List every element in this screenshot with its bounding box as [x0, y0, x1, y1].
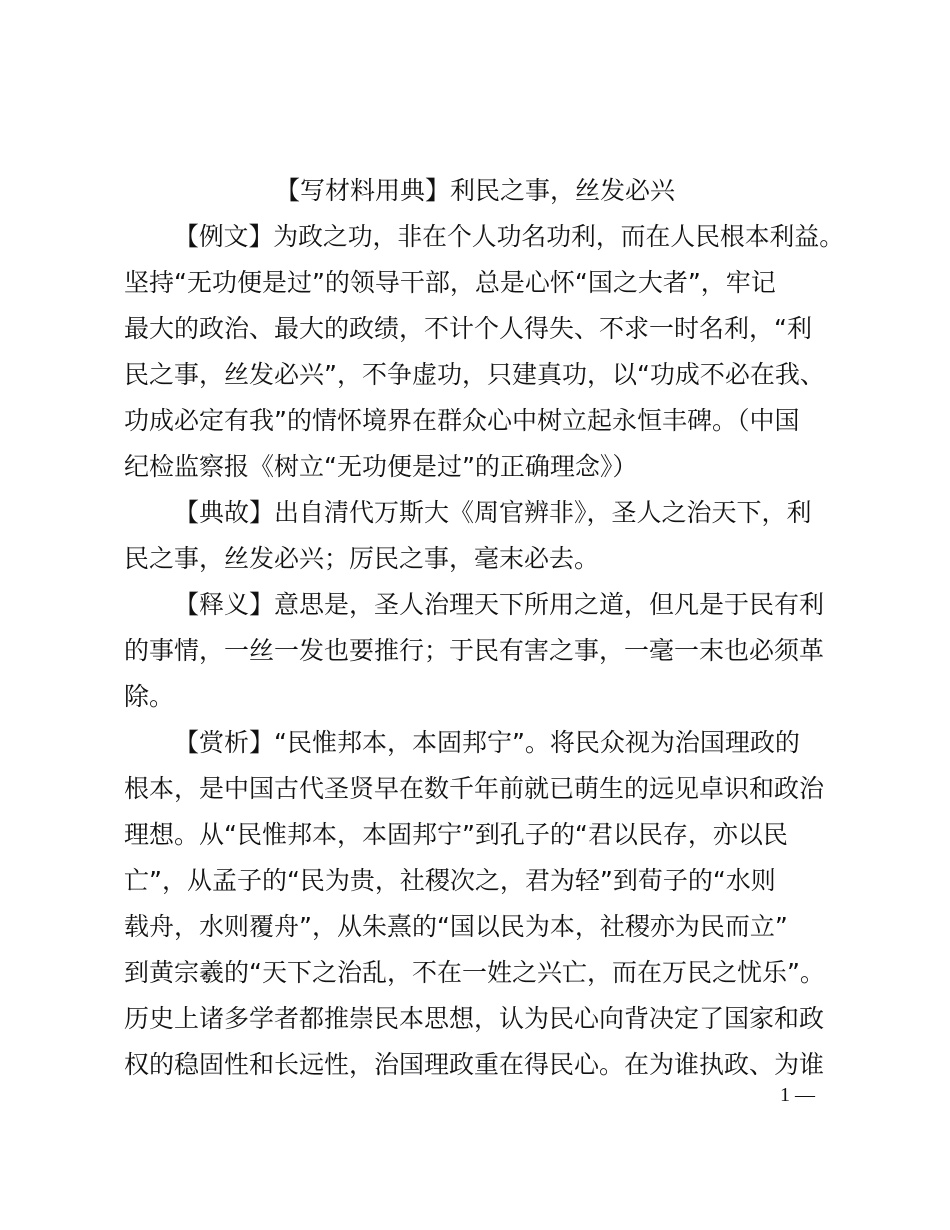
paragraph-line: 载舟，水则覆舟”，从朱熹的“国以民为本，社稷亦为民而立”: [124, 912, 788, 941]
paragraph-line: 权的稳固性和长远性，治国理政重在得民心。在为谁执政、为谁: [124, 1050, 825, 1079]
paragraph-line: 到黄宗羲的“天下之治乱，不在一姓之兴亡，而在万民之忧乐”。: [124, 958, 825, 987]
paragraph-line: 除。: [124, 682, 175, 711]
paragraph-line: 的事情，一丝一发也要推行；于民有害之事，一毫一末也必须革: [124, 636, 825, 665]
paragraph-line: 最大的政治、最大的政绩，不计个人得失、不求一时名利，“利: [124, 314, 812, 343]
paragraph-line: 民之事，丝发必兴；厉民之事，毫末必去。: [124, 544, 600, 573]
paragraph-line: 理想。从“民惟邦本，本固邦宁”到孔子的“君以民存，亦以民: [124, 820, 788, 849]
paragraph-line: 功成必定有我”的情怀境界在群众心中树立起永恒丰碑。（中国: [124, 406, 800, 435]
paragraph-line: 【典故】出自清代万斯大《周官辨非》，圣人之治天下，利: [174, 498, 812, 527]
paragraph-line: 纪检监察报《树立“无功便是过”的正确理念》）: [124, 452, 638, 481]
paragraph-line: 【例文】为政之功，非在个人功名功利，而在人民根本利益。: [174, 222, 845, 251]
paragraph-line: 民之事，丝发必兴”，不争虚功，只建真功，以“功成不必在我、: [124, 360, 825, 389]
document-title: 【写材料用典】利民之事，丝发必兴: [274, 176, 675, 205]
paragraph-line: 根本，是中国古代圣贤早在数千年前就已萌生的远见卓识和政治: [124, 774, 825, 803]
page-number: 1 —: [780, 1084, 815, 1106]
paragraph-line: 历史上诸多学者都推崇民本思想，认为民心向背决定了国家和政: [124, 1004, 825, 1033]
paragraph-line: 【赏析】“民惟邦本，本固邦宁”。将民众视为治国理政的: [174, 728, 800, 757]
paragraph-line: 【释义】意思是，圣人治理天下所用之道，但凡是于民有利: [174, 590, 825, 619]
paragraph-line: 亡”，从孟子的“民为贵，社稷次之，君为轻”到荀子的“水则: [124, 866, 776, 895]
paragraph-line: 坚持“无功便是过”的领导干部，总是心怀“国之大者”，牢记: [124, 268, 776, 297]
